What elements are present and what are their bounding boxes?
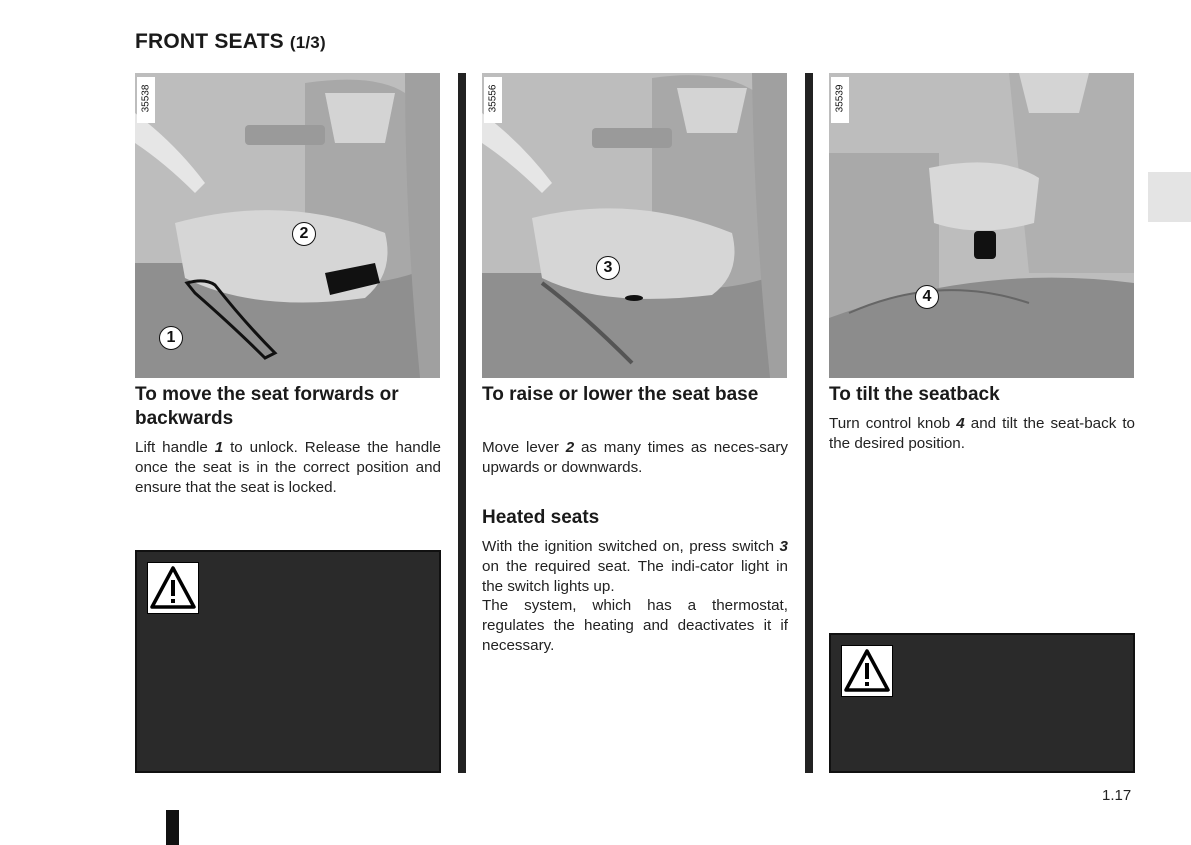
seat-slide-photo <box>135 73 440 378</box>
heading-raise-seat: To raise or lower the seat base <box>482 384 759 405</box>
callout-4: 4 <box>915 285 939 309</box>
text-heated-pre: With the ignition switched on, press switch <box>482 538 780 555</box>
text-move-seat-post: to unlock. Release the handle once the seat is in the correct position and ensure that the seat is locked. <box>135 439 442 496</box>
text-tilt-pre: Turn control knob <box>829 415 957 432</box>
text-tilt-post: and tilt the seat-back to the desired position. <box>829 415 1136 452</box>
ref-lever-2: 2 <box>565 439 575 456</box>
page-title <box>135 30 326 54</box>
text-raise-seat <box>482 438 788 478</box>
seatback-tilt-illustration <box>829 73 1134 378</box>
figure-code-box <box>484 77 502 123</box>
figure-code: 35556 <box>487 84 499 113</box>
callout-1: 1 <box>159 326 183 350</box>
figure-code-box <box>137 77 155 123</box>
ref-switch-3: 3 <box>779 538 788 555</box>
warning-icon <box>841 645 893 697</box>
ref-handle-1: 1 <box>214 439 224 456</box>
page-number: 1.17 <box>1102 787 1132 804</box>
text-heated-seats <box>482 537 788 596</box>
heading-heated-seats: Heated seats <box>482 507 600 528</box>
column-divider-2 <box>805 73 813 773</box>
seatback-tilt-photo <box>829 73 1134 378</box>
warning-icon <box>147 562 199 614</box>
text-heated-thermostat: The system, which has a thermostat, regulates the heating and deactivates it if necessary. <box>482 597 788 654</box>
text-move-seat <box>135 438 441 497</box>
column-divider-1 <box>458 73 466 773</box>
warning-box-2 <box>829 633 1135 773</box>
warning-box-1 <box>135 550 441 773</box>
figure-code-box <box>831 77 849 123</box>
ref-knob-4: 4 <box>956 415 965 432</box>
callout-3: 3 <box>596 256 620 280</box>
page-title-part: (1/3) <box>289 33 326 52</box>
text-heated-post: on the required seat. The indi-cator light in the switch lights up. <box>482 557 788 595</box>
figure-code: 35538 <box>140 84 152 113</box>
section-thumb-tab <box>1148 172 1191 222</box>
text-raise-seat-pre: Move lever <box>482 439 566 456</box>
seat-height-illustration <box>482 73 787 378</box>
figure-code: 35539 <box>834 84 846 113</box>
callout-2: 2 <box>292 222 316 246</box>
heading-tilt-seatback: To tilt the seatback <box>829 384 1000 405</box>
heading-move-seat: To move the seat forwards or backwards <box>135 384 399 429</box>
page-edge-marker <box>166 810 179 845</box>
page-title-text: FRONT SEATS <box>135 30 284 53</box>
text-tilt-seatback <box>829 414 1135 454</box>
text-raise-seat-post: as many times as neces-sary upwards or downwards. <box>482 439 788 476</box>
seat-height-photo <box>482 73 787 378</box>
text-move-seat-pre: Lift handle <box>135 439 215 456</box>
